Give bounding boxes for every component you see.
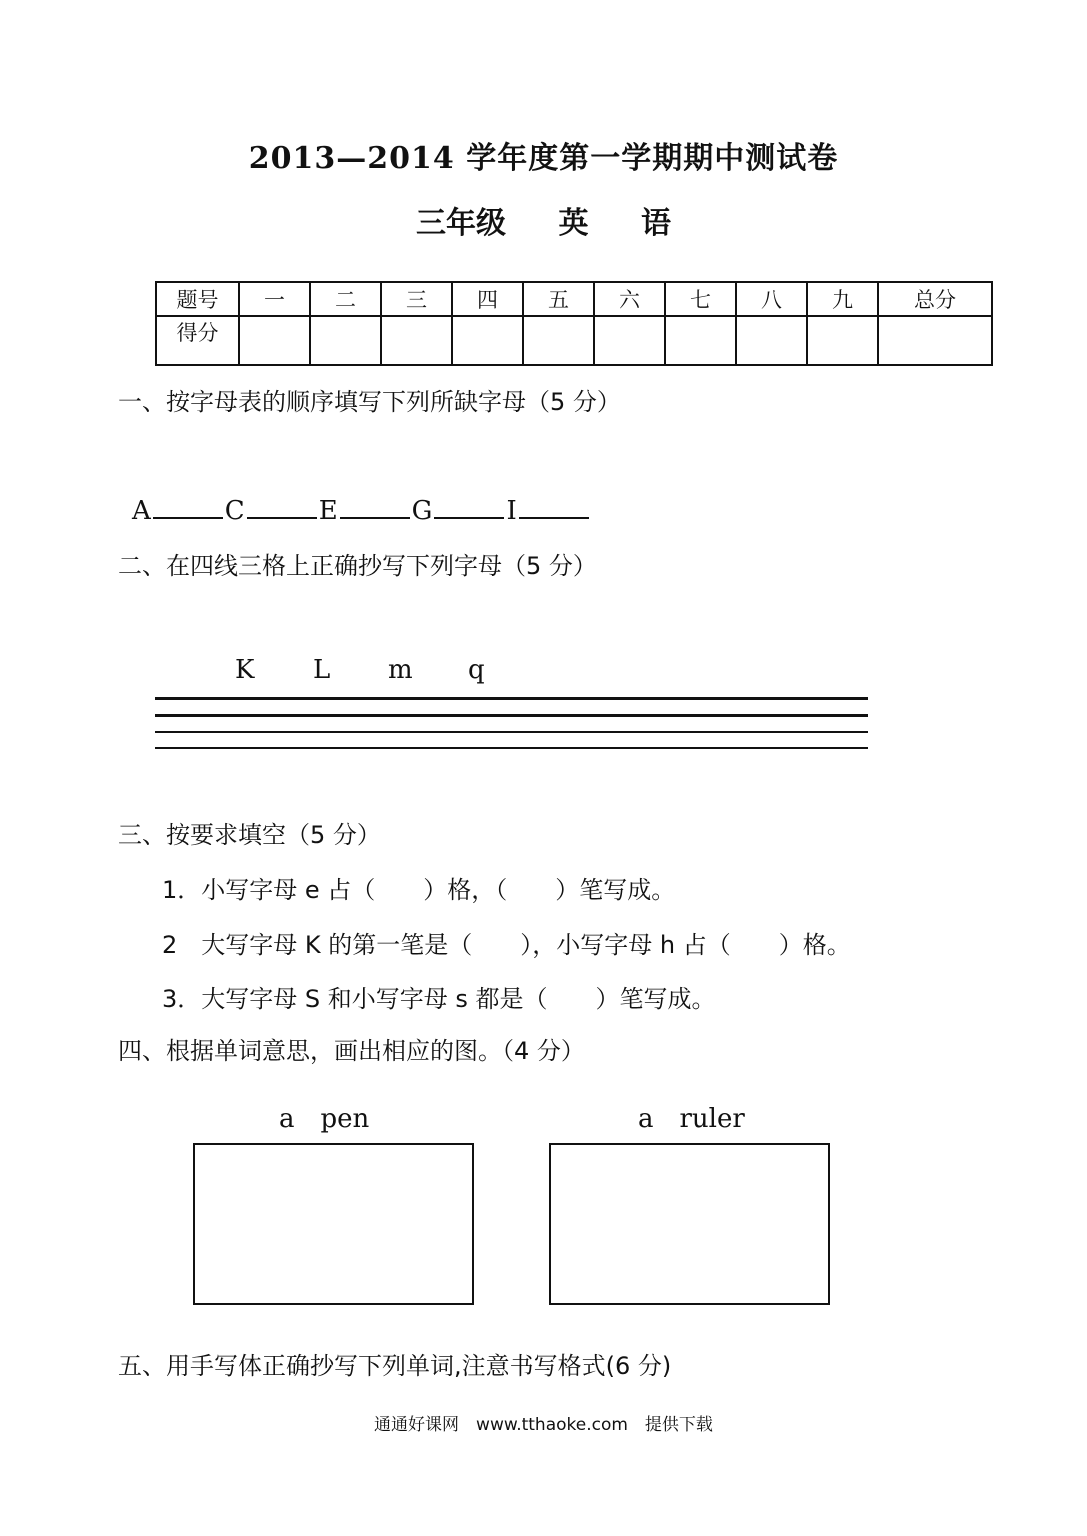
- header-cell: 六: [594, 282, 665, 316]
- drawing-box-pen[interactable]: [193, 1143, 474, 1305]
- header-cell: 四: [452, 282, 523, 316]
- letter-blank[interactable]: [519, 489, 589, 519]
- score-cell[interactable]: [594, 316, 665, 365]
- header-cell: 五: [523, 282, 594, 316]
- score-cell[interactable]: [239, 316, 310, 365]
- drawing-box-ruler[interactable]: [549, 1143, 830, 1305]
- question-item: 3．大写字母 S 和小写字母 s 都是（ ）笔写成。: [162, 985, 716, 1013]
- score-cell[interactable]: [736, 316, 807, 365]
- score-table-header-row: [156, 282, 992, 316]
- header-cell: 二: [310, 282, 381, 316]
- letter: E: [318, 496, 338, 526]
- grade-label: 三年级: [416, 206, 507, 241]
- section-5-heading: 五、用手写体正确抄写下列单词,注意书写格式(6 分): [118, 1352, 672, 1380]
- four-line-grid-line-2: [155, 714, 868, 717]
- subject-char-2: 语: [640, 206, 671, 241]
- four-line-grid-line-3: [155, 731, 868, 733]
- page-footer: 通通好课网 www.tthaoke.com 提供下载: [374, 1415, 713, 1435]
- letter: G: [411, 496, 433, 526]
- copy-letter: L: [313, 655, 331, 685]
- section-1-heading: 一、按字母表的顺序填写下列所缺字母（5 分）: [118, 388, 621, 416]
- header-cell: 一: [239, 282, 310, 316]
- copy-letter: q: [468, 655, 485, 685]
- score-table: [155, 281, 993, 366]
- exam-subtitle: [0, 198, 1087, 242]
- four-line-grid-line-4: [155, 747, 868, 749]
- letter: I: [506, 496, 517, 526]
- score-cell[interactable]: [381, 316, 452, 365]
- score-cell[interactable]: [807, 316, 878, 365]
- section-2-heading: 二、在四线三格上正确抄写下列字母（5 分）: [118, 552, 597, 580]
- letter-blank[interactable]: [153, 489, 223, 519]
- score-cell[interactable]: [310, 316, 381, 365]
- section-3-heading: 三、按要求填空（5 分）: [118, 821, 381, 849]
- score-cell[interactable]: [452, 316, 523, 365]
- copy-letter: m: [388, 655, 413, 685]
- row-label: 得分: [156, 316, 239, 365]
- letter-blank[interactable]: [247, 489, 317, 519]
- header-cell: 九: [807, 282, 878, 316]
- header-cell: 总分: [878, 282, 992, 316]
- header-cell: 八: [736, 282, 807, 316]
- copy-letter: K: [235, 655, 255, 685]
- letter-blank[interactable]: [340, 489, 410, 519]
- letter: C: [224, 496, 245, 526]
- section-4-heading: 四、根据单词意思，画出相应的图。（4 分）: [118, 1037, 585, 1065]
- question-item: 1．小写字母 e 占（ ）格，（ ）笔写成。: [162, 876, 676, 904]
- letter: A: [132, 496, 151, 526]
- header-cell: 三: [381, 282, 452, 316]
- score-cell[interactable]: [523, 316, 594, 365]
- word-label: a ruler: [638, 1104, 745, 1134]
- exam-title: 2013—2014 学年度第一学期期中测试卷: [248, 141, 839, 176]
- four-line-grid-line-1: [155, 697, 868, 700]
- question-item: 2 大写字母 K 的第一笔是（ ），小写字母 h 占（ ）格。: [162, 931, 851, 959]
- missing-letter-row: [132, 489, 591, 526]
- letter-blank[interactable]: [434, 489, 504, 519]
- header-cell: 题号: [156, 282, 239, 316]
- score-cell[interactable]: [878, 316, 992, 365]
- header-cell: 七: [665, 282, 736, 316]
- score-table-score-row: [156, 316, 992, 365]
- subject-char-1: 英: [558, 206, 589, 241]
- score-cell[interactable]: [665, 316, 736, 365]
- word-label: a pen: [279, 1104, 370, 1134]
